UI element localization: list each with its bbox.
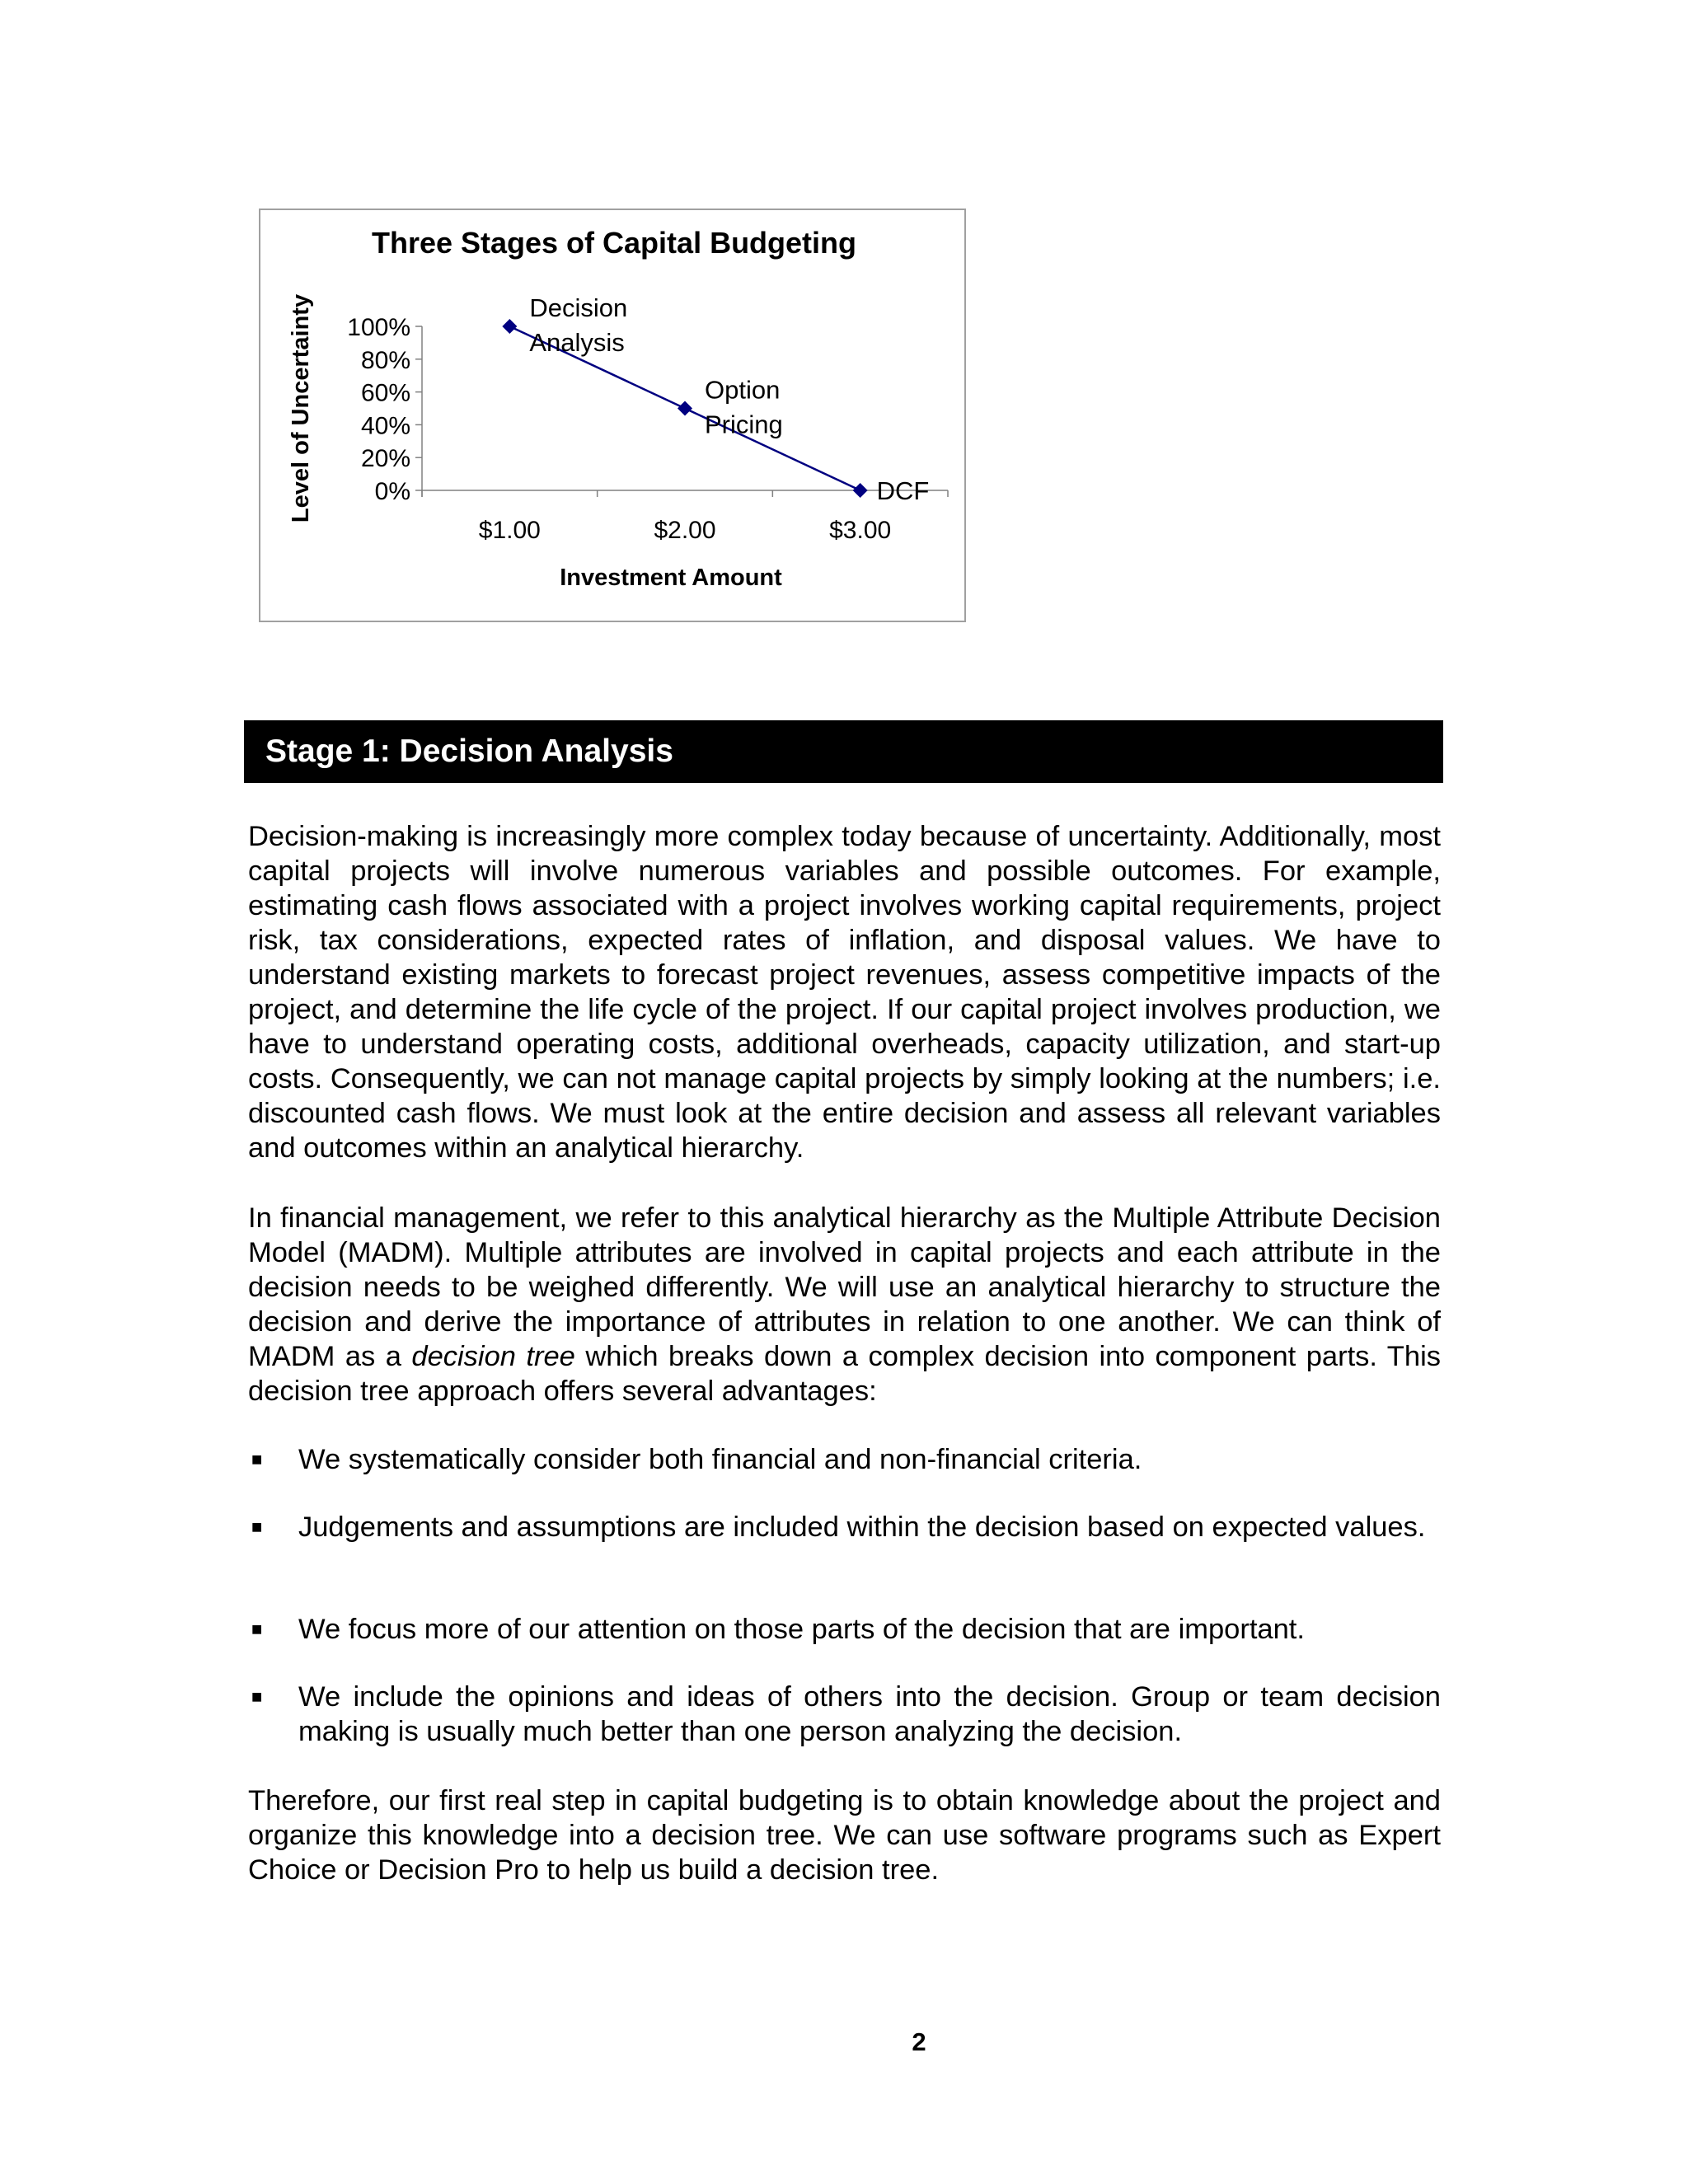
uncertainty-chart (260, 210, 968, 624)
y-tick-label: 20% (360, 445, 410, 473)
bullet-square-icon: ■ (251, 1686, 263, 1707)
y-axis-label: Level of Uncertainty (288, 293, 314, 523)
data-point-label: Decision (529, 293, 628, 322)
chart-container (259, 209, 966, 622)
bullet-square-icon: ■ (251, 1516, 263, 1537)
paragraph-madm-text-b: which breaks down a complex decision into component parts. This decision tree approach offers several advantages: (248, 1341, 1441, 1407)
y-tick-label: 100% (347, 314, 410, 341)
paragraph-conclusion: Therefore, our first real step in capital budgeting is to obtain knowledge about the project and organize this knowledge into a decision tree. We can use software programs such as Expert Choice or Decision Pro to help us build a decision tree. (248, 1785, 1441, 1886)
x-tick-label: $3.00 (829, 517, 892, 544)
list-item-text: We systematically consider both financial and non-financial criteria. (298, 1444, 1142, 1475)
data-point-label: Option (705, 375, 781, 405)
data-point-marker (853, 483, 868, 498)
data-point-label: DCF (876, 476, 930, 505)
list-item-text: We include the opinions and ideas of others into the decision. Group or team decision making is usually much better than one person analyzing the decision. (298, 1681, 1441, 1747)
data-point-label: Analysis (529, 328, 625, 357)
y-tick-label: 80% (360, 346, 410, 374)
list-item (248, 1680, 1441, 1749)
list-item-text: Judgements and assumptions are included within the decision based on expected values. (298, 1511, 1426, 1543)
x-axis-label: Investment Amount (560, 565, 782, 591)
page-number: 2 (912, 2027, 926, 2056)
y-tick-label: 40% (360, 412, 410, 440)
x-tick-label: $2.00 (654, 517, 716, 544)
paragraph-madm (248, 1201, 1441, 1408)
data-point-marker (678, 401, 692, 416)
data-point-label: Pricing (705, 410, 783, 439)
x-tick-label: $1.00 (478, 517, 541, 544)
bullet-square-icon: ■ (251, 1619, 263, 1639)
decision-tree-term: decision tree (411, 1341, 575, 1372)
list-item (248, 1510, 1441, 1544)
y-tick-label: 60% (360, 379, 410, 407)
list-item (248, 1612, 1441, 1647)
section-heading: Stage 1: Decision Analysis (244, 720, 1443, 783)
paragraph-uncertainty: Decision-making is increasingly more complex today because of uncertainty. Additionally, most capital projects will involve numerous variables and possible outcomes. For example, estimating cash flows associated with a project involves working capital requirements, project risk, tax considerations, expected rates of inflation, and disposal values. We have to understand existing markets to forecast project revenues, assess competitive impacts of the project, and determine the life cycle of the project. If our capital project involves production, we have to understand operating costs, additional overheads, capacity utilization, and start-up costs. Consequently, we can not manage capital projects by simply looking at the numbers; i.e. discounted cash flows. We must look at the entire decision and assess all relevant variables and outcomes within an analytical hierarchy. (248, 821, 1441, 1164)
chart-title: Three Stages of Capital Budgeting (371, 226, 857, 260)
list-item (248, 1442, 1441, 1477)
y-tick-label: 0% (374, 478, 410, 505)
bullet-square-icon: ■ (251, 1449, 263, 1469)
paragraph-madm-text-a: In financial management, we refer to this analytical hierarchy as the Multiple Attribute Decision Model (MADM). Multiple attributes are involved in capital projects and each attribute in the decision needs to be weighed differently. We will use an analytical hierarchy to structure the decision and derive the importance of attributes in relation to one another. We can think of MADM as a (248, 1202, 1441, 1372)
data-point-marker (502, 319, 517, 334)
list-item-text: We focus more of our attention on those parts of the decision that are important. (298, 1614, 1305, 1645)
